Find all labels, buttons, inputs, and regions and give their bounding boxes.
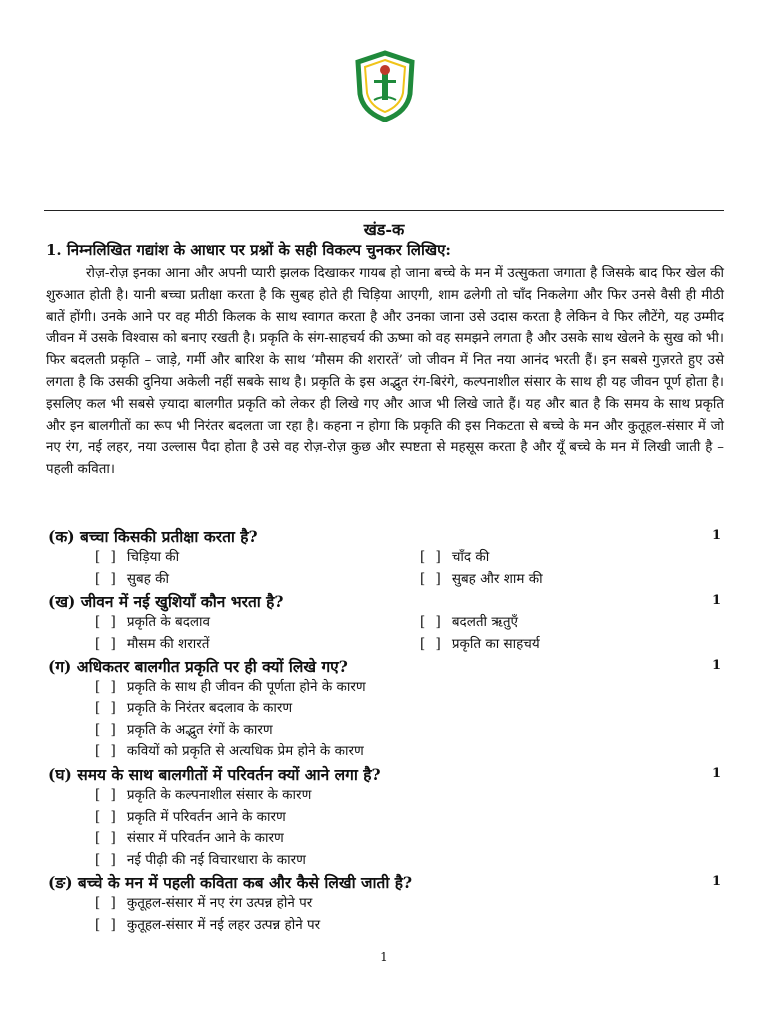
section-title: खंड-क	[363, 220, 405, 239]
answer-checkbox[interactable]: [ ]	[95, 571, 119, 587]
question-ga: (ग) अधिकतर बालगीत प्रकृति पर ही क्यों लिखे गए?	[48, 657, 348, 676]
school-crest-icon	[352, 50, 418, 122]
page-number: 1	[380, 950, 388, 964]
answer-checkbox[interactable]: [ ]	[420, 549, 444, 565]
question-1-instruction: 1. निम्नलिखित गद्यांश के आधार पर प्रश्नों के सही विकल्प चुनकर लिखिए:	[46, 241, 451, 259]
answer-checkbox[interactable]: [ ]	[420, 571, 444, 587]
option-gha-4[interactable]	[95, 850, 306, 868]
question-nga: (ङ) बच्चे के मन में पहली कविता कब और कैसे लिखी जाती है?	[48, 873, 413, 892]
answer-checkbox[interactable]: [ ]	[95, 700, 119, 716]
option-label: प्रकृति के साथ ही जीवन की पूर्णता होने के कारण	[126, 679, 366, 695]
option-gha-2[interactable]	[95, 807, 286, 825]
option-label: चाँद की	[451, 549, 490, 565]
marks-ga: 1	[712, 658, 722, 673]
option-ka-3[interactable]	[95, 569, 169, 587]
option-label: सुबह की	[126, 571, 169, 587]
answer-checkbox[interactable]: [ ]	[95, 830, 119, 846]
option-label: कुतूहल-संसार में नई लहर उत्पन्न होने पर	[126, 917, 321, 933]
answer-checkbox[interactable]: [ ]	[95, 549, 119, 565]
option-ga-4[interactable]	[95, 741, 364, 759]
option-label: संसार में परिवर्तन आने के कारण	[126, 830, 284, 846]
answer-checkbox[interactable]: [ ]	[95, 743, 119, 759]
option-ga-3[interactable]	[95, 720, 273, 738]
answer-checkbox[interactable]: [ ]	[95, 809, 119, 825]
question-kha: (ख) जीवन में नई खुशियाँ कौन भरता है?	[48, 592, 284, 611]
option-kha-1[interactable]	[95, 612, 210, 630]
answer-checkbox[interactable]: [ ]	[95, 852, 119, 868]
answer-checkbox[interactable]: [ ]	[95, 787, 119, 803]
option-label: प्रकृति का साहचर्य	[451, 636, 540, 652]
answer-checkbox[interactable]: [ ]	[95, 636, 119, 652]
option-label: मौसम की शरारतें	[126, 636, 210, 652]
option-ga-1[interactable]	[95, 677, 366, 695]
marks-gha: 1	[712, 766, 722, 781]
answer-checkbox[interactable]: [ ]	[420, 614, 444, 630]
option-label: प्रकृति के निरंतर बदलाव के कारण	[126, 700, 293, 716]
option-kha-3[interactable]	[95, 634, 209, 652]
option-label: कवियों को प्रकृति से अत्यधिक प्रेम होने के कारण	[126, 743, 364, 759]
answer-checkbox[interactable]: [ ]	[95, 679, 119, 695]
option-kha-2[interactable]	[420, 612, 518, 630]
option-label: प्रकृति के अद्भुत रंगों के कारण	[126, 722, 273, 738]
answer-checkbox[interactable]: [ ]	[420, 636, 444, 652]
marks-kha: 1	[712, 593, 722, 608]
option-gha-3[interactable]	[95, 828, 284, 846]
option-label: प्रकृति के कल्पनाशील संसार के कारण	[126, 787, 312, 803]
option-gha-1[interactable]	[95, 785, 311, 803]
option-label: सुबह और शाम की	[451, 571, 543, 587]
option-kha-4[interactable]	[420, 634, 540, 652]
marks-ka: 1	[712, 528, 722, 543]
option-ga-2[interactable]	[95, 698, 292, 716]
option-ka-4[interactable]	[420, 569, 543, 587]
option-label: बदलती ऋतुएँ	[451, 614, 519, 630]
option-nga-1[interactable]	[95, 893, 312, 911]
answer-checkbox[interactable]: [ ]	[95, 917, 119, 933]
passage-text: रोज़-रोज़ इनका आना और अपनी प्यारी झलक दिखाकर गायब हो जाना बच्चे के मन में उत्सुकता जगाता है जिसके बाद फिर खेल की शुरुआत होती है। यानी बच्चा प्रतीक्षा करता है कि सुबह होते ही चिड़िया आएगी, शाम ढलेगी तो चाँद निकलेगा और फिर उनसे वैसी ही मीठी बातें होंगी। उनके आने पर वह मीठी किलक के साथ स्वागत करता है और उनका जाना उसे उदास करता है लेकिन वे फिर लौटेंगे, यह उम्मीद जीवन में उसके विश्वास को बनाए रखती है। प्रकृति के संग-साहचर्य की ऊष्मा को वह समझने लगता है और उसके साथ खेलने के सुख को भी। फिर बदलती प्रकृति – जाड़े, गर्मी और बारिश के साथ ‘मौसम की शरारतें’ जो जीवन में नित नया आनंद भरती हैं। इन सबसे गुज़रते हुए उसे लगता है कि उसकी दुनिया अकेली नहीं सबके साथ है। प्रकृति के इस अद्भुत रंग-बिरंगे, कल्पनाशील संसार के साथ ही यह जीवन पूर्ण होता है। इसलिए कल भी सबसे ज़्यादा बालगीत प्रकृति को लेकर ही लिखे गए और आज भी लिखे जाते हैं। यह और बात है कि समय के साथ प्रकृति और इन बालगीतों का रूप भी निरंतर बदलता जा रहा है। कहना न होगा कि प्रकृति की इस निकटता से बच्चे के मन और कुतूहल-संसार में जो नए रंग, नई लहर, नया उल्लास पैदा होता है उसे वह रोज़-रोज़ कुछ और स्पष्टता से महसूस करता है और यूँ बच्चे के मन में लिखी जाती है – पहली कविता।	[46, 266, 724, 478]
option-label: नई पीढ़ी की नई विचारधारा के कारण	[126, 852, 306, 868]
option-label: प्रकृति के बदलाव	[126, 614, 211, 630]
question-gha: (घ) समय के साथ बालगीतों में परिवर्तन क्यों आने लगा है?	[48, 765, 381, 784]
option-label: प्रकृति में परिवर्तन आने के कारण	[126, 809, 286, 825]
answer-checkbox[interactable]: [ ]	[95, 895, 119, 911]
marks-nga: 1	[712, 874, 722, 889]
option-label: कुतूहल-संसार में नए रंग उत्पन्न होने पर	[126, 895, 313, 911]
option-label: चिड़िया की	[126, 549, 180, 565]
header-divider	[44, 210, 724, 211]
option-ka-1[interactable]	[95, 547, 179, 565]
answer-checkbox[interactable]: [ ]	[95, 722, 119, 738]
answer-checkbox[interactable]: [ ]	[95, 614, 119, 630]
question-ka: (क) बच्चा किसकी प्रतीक्षा करता है?	[48, 527, 258, 546]
option-nga-2[interactable]	[95, 915, 320, 933]
option-ka-2[interactable]	[420, 547, 489, 565]
